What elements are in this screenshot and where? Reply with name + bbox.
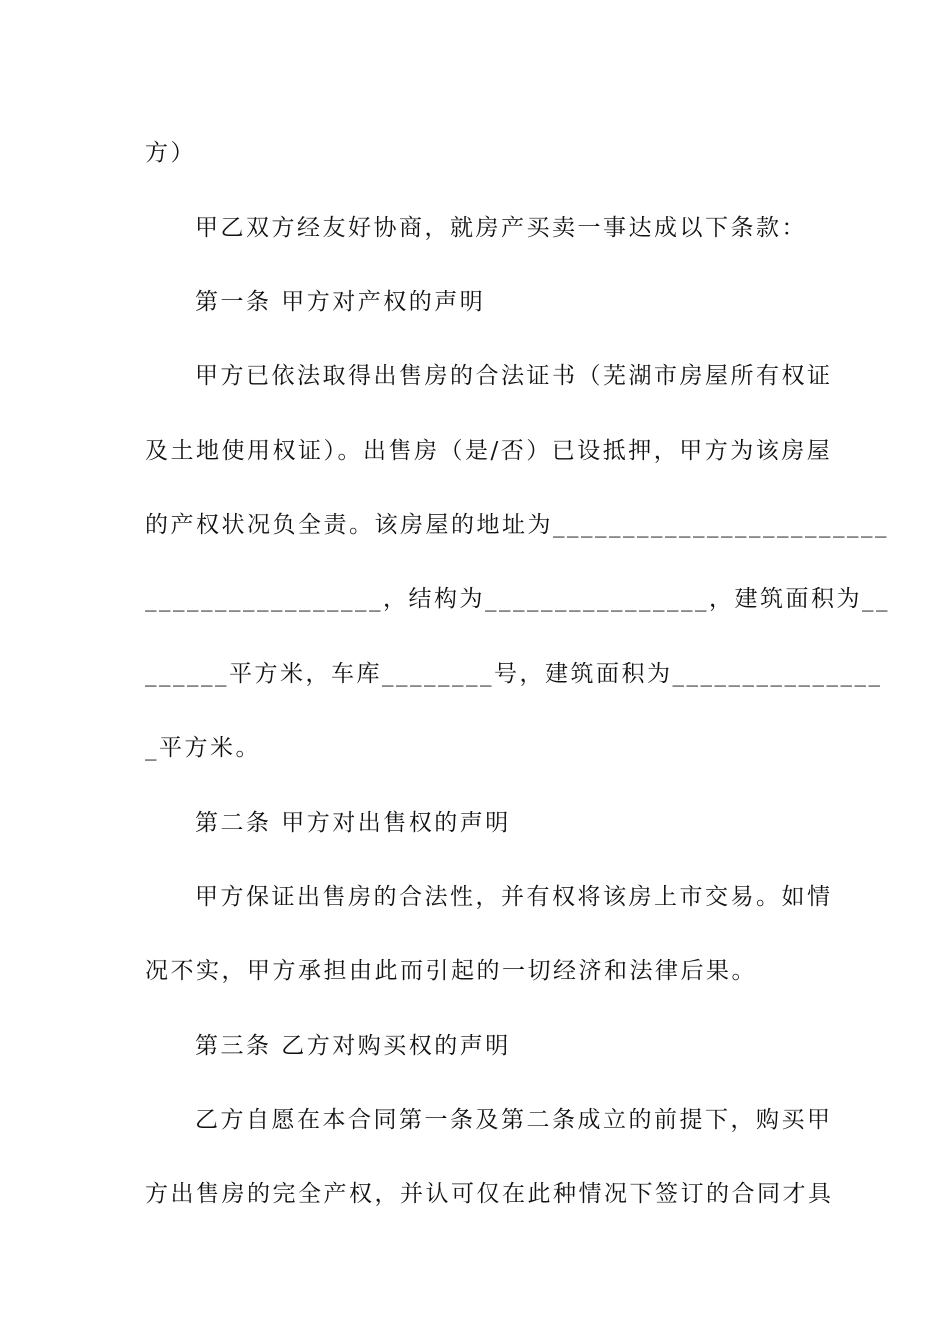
text-line: ______平方米，车库________号，建筑面积为_______________ — [145, 661, 883, 687]
text-line: 及土地使用权证）。出售房（是/否）已设抵押，甲方为该房屋 — [145, 438, 833, 464]
text-line: 甲方已依法取得出售房的合法证书（芜湖市房屋所有权证 — [195, 363, 833, 389]
text-line: 乙方自愿在本合同第一条及第二条成立的前提下，购买甲 — [195, 1107, 833, 1133]
text-line: _平方米。 — [145, 735, 261, 761]
text-line: 方出售房的完全产权，并认可仅在此种情况下签订的合同才具 — [145, 1181, 834, 1207]
text-line: 方） — [145, 140, 196, 166]
article-1-heading: 第一条 甲方对产权的声明 — [195, 289, 486, 315]
text-line: 的产权状况负全责。该房屋的地址为________________________ — [145, 512, 889, 538]
text-line: _________________，结构为________________，建筑面积为__ — [145, 586, 890, 612]
text-line: 况不实，甲方承担由此而引起的一切经济和法律后果。 — [145, 958, 757, 984]
paragraph-intro: 甲乙双方经友好协商，就房产买卖一事达成以下条款： — [195, 215, 807, 241]
article-2-heading: 第二条 甲方对出售权的声明 — [195, 810, 511, 836]
article-3-heading: 第三条 乙方对购买权的声明 — [195, 1033, 511, 1059]
text-line: 甲方保证出售房的合法性，并有权将该房上市交易。如情 — [195, 884, 833, 910]
